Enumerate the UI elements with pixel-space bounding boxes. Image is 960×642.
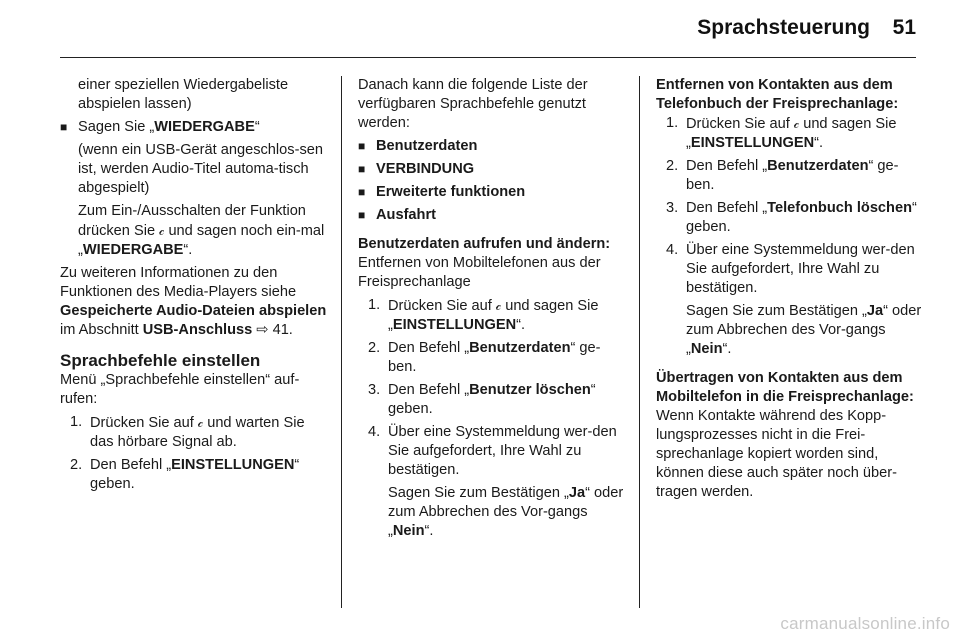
list-item: 2. Den Befehl „Benutzerdaten“ ge-ben.: [666, 158, 899, 193]
list-item: 1. Drücken Sie auf 𝒸 und warten Sie das hörbare Signal ab.: [70, 414, 305, 450]
voice-control-icon: 𝒸: [495, 298, 502, 313]
page-number: 51: [892, 16, 916, 39]
paragraph: einer speziellen Wiedergabeliste abspielen lassen): [78, 77, 289, 112]
paragraph: (wenn ein USB-Gerät angeschlos-sen ist, werden Audio-Titel automa-tisch abgespielt): [78, 142, 323, 196]
column-separator: [639, 76, 640, 608]
list-item: 1. Drücken Sie auf 𝒸 und sagen Sie „EINSTELLUNGEN“.: [666, 115, 897, 151]
voice-control-icon: 𝒸: [159, 223, 165, 238]
section-heading: Sprachbefehle einstellen: [60, 351, 261, 370]
header-title: Sprachsteuerung: [697, 16, 870, 39]
column-separator: [341, 76, 342, 608]
list-item: 2. Den Befehl „Benutzerdaten“ ge-ben.: [368, 340, 601, 375]
voice-control-icon: 𝒸: [197, 415, 204, 430]
list-item: ■ Erweiterte funktionen: [358, 183, 624, 202]
list-item: 4. Über eine Systemmeldung wer-den Sie aufgefordert, Ihre Wahl zu bestätigen.: [666, 242, 915, 296]
column-1: [60, 76, 328, 498]
paragraph: Wenn Kontakte während des Kopp-lungsprozesses nicht in die Frei-sprechanlage kopiert worden sind, können diese auch später noch über-tragen werden.: [656, 408, 897, 500]
list-item: 3. Den Befehl „Telefonbuch löschen“ geben.: [666, 200, 917, 235]
list-item: 2. Den Befehl „EINSTELLUNGEN“ geben.: [70, 457, 300, 492]
subheading: Übertragen von Kontakten aus dem Mobiltelefon in die Freisprechanlage:: [656, 370, 914, 405]
page-header: [0, 0, 960, 58]
paragraph: Danach kann die folgende Liste der verfügbaren Sprachbefehle genutzt werden:: [358, 77, 588, 131]
paragraph: Entfernen von Mobiltelefonen aus der Freisprechanlage: [358, 255, 601, 290]
list-item: ■ Sagen Sie „WIEDERGABE“: [60, 118, 328, 137]
paragraph: Zum Ein-/Ausschalten der Funktion drücken Sie 𝒸 und sagen noch ein-mal „WIEDERGABE“.: [78, 203, 325, 258]
list-item: 4. Über eine Systemmeldung wer-den Sie aufgefordert, Ihre Wahl zu bestätigen.: [368, 424, 617, 478]
watermark: carmanualsonline.info: [780, 614, 950, 633]
paragraph: Menü „Sprachbefehle einstellen“ auf-rufen:: [60, 372, 300, 407]
subheading: Entfernen von Kontakten aus dem Telefonbuch der Freisprechanlage:: [656, 77, 899, 112]
paragraph: Sagen Sie zum Bestätigen „Ja“ oder zum Abbrechen des Vor-gangs „Nein“.: [686, 303, 922, 357]
column-2: [358, 76, 624, 545]
list-item: ■ Ausfahrt: [358, 206, 624, 225]
header-rule: [60, 57, 916, 58]
list-item: ■ Benutzerdaten: [358, 137, 624, 156]
page-reference: ⇨ 41.: [256, 322, 293, 338]
list-item: 3. Den Befehl „Benutzer löschen“ geben.: [368, 382, 596, 417]
voice-control-icon: 𝒸: [793, 116, 800, 131]
list-item: ■ VERBINDUNG: [358, 160, 624, 179]
paragraph: Zu weiteren Informationen zu den Funktionen des Media-Players siehe Gespeicherte Audio-Dateien abspielen im Abschnitt USB-Anschluss ⇨ 41.: [60, 265, 327, 338]
paragraph: Sagen Sie zum Bestätigen „Ja“ oder zum Abbrechen des Vor-gangs „Nein“.: [388, 485, 624, 539]
list-item: 1. Drücken Sie auf 𝒸 und sagen Sie „EINSTELLUNGEN“.: [368, 297, 599, 333]
column-3: [656, 76, 922, 506]
subheading: Benutzerdaten aufrufen und ändern:: [358, 236, 611, 252]
